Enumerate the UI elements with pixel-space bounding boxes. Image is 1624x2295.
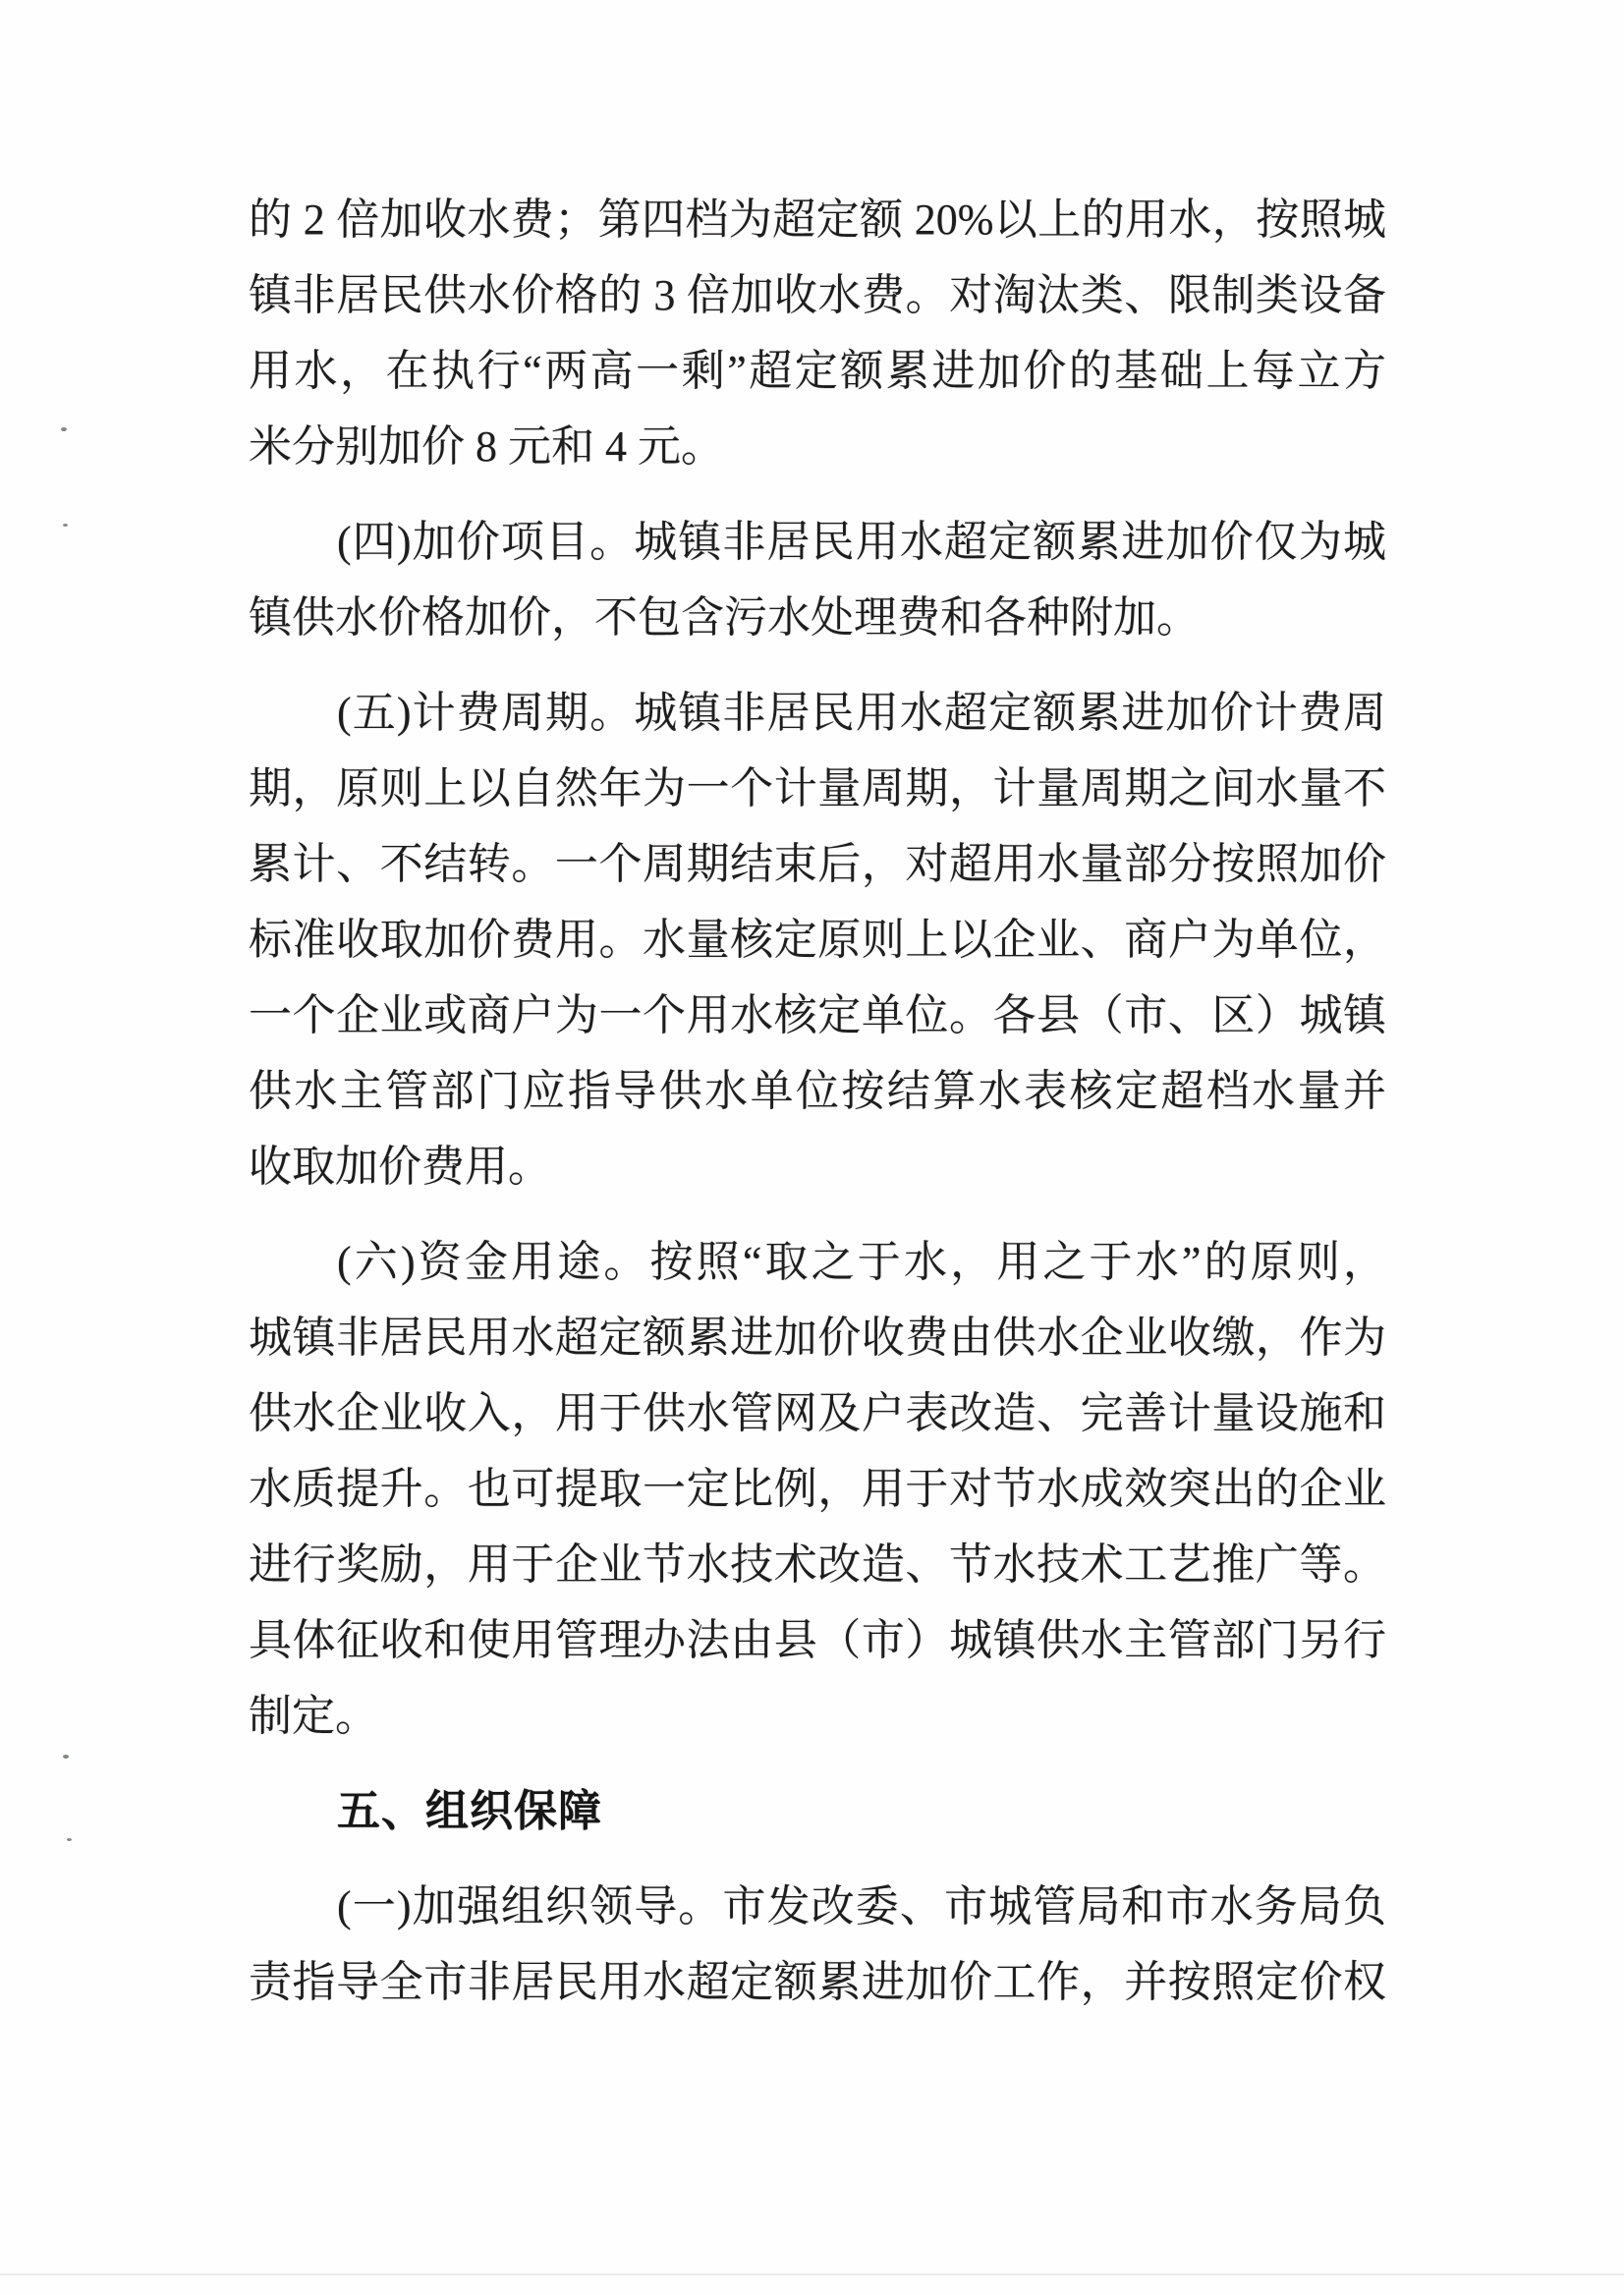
text-line: 用水，在执行“两高一剩”超定额累进加价的基础上每立方 <box>249 347 1386 395</box>
text-line: 制定。 <box>249 1692 378 1740</box>
text-line: 米分别加价 8 元和 4 元。 <box>249 422 724 471</box>
paragraph <box>249 675 1386 1204</box>
text-line: 供水主管部门应指导供水单位按结算水表核定超档水量并 <box>249 1067 1386 1115</box>
text-line: 责指导全市非居民用水超定额累进加价工作，并按照定价权 <box>249 1958 1386 2006</box>
text-line: 的 2 倍加收水费；第四档为超定额 20%以上的用水，按照城 <box>249 196 1386 244</box>
document-body <box>249 182 1386 2020</box>
paragraph <box>249 1869 1386 2020</box>
text-line: 进行奖励，用于企业节水技术改造、节水技术工艺推广等。 <box>249 1540 1386 1589</box>
text-line: (一)加强组织领导。市发改委、市城管局和市水务局负 <box>337 1882 1386 1931</box>
scan-speck <box>67 1838 72 1841</box>
text-line: 五、组织保障 <box>337 1787 602 1835</box>
text-line: 期，原则上以自然年为一个计量周期，计量周期之间水量不 <box>249 764 1386 812</box>
text-line: (四)加价项目。城镇非居民用水超定额累进加价仅为城 <box>337 518 1386 566</box>
scan-speck <box>61 427 67 431</box>
text-line: 镇非居民供水价格的 3 倍加收水费。对淘汰类、限制类设备 <box>249 271 1386 319</box>
scan-speck <box>63 1755 69 1759</box>
text-line: 镇供水价格加价，不包含污水处理费和各种附加。 <box>249 593 1200 642</box>
paragraph <box>249 182 1386 484</box>
text-line: (五)计费周期。城镇非居民用水超定额累进加价计费周 <box>337 689 1386 737</box>
text-line: 收取加价费用。 <box>249 1143 551 1191</box>
paragraph <box>249 1224 1386 1754</box>
text-line: 累计、不结转。一个周期结束后，对超用水量部分按照加价 <box>249 840 1386 888</box>
text-line: (六)资金用途。按照“取之于水，用之于水”的原则， <box>337 1238 1386 1286</box>
paragraph <box>249 504 1386 655</box>
text-line: 水质提升。也可提取一定比例，用于对节水成效突出的企业 <box>249 1465 1386 1513</box>
text-line: 一个企业或商户为一个用水核定单位。各县（市、区）城镇 <box>249 991 1386 1039</box>
text-line: 标准收取加价费用。水量核定原则上以企业、商户为单位， <box>249 916 1386 964</box>
text-line: 城镇非居民用水超定额累进加价收费由供水企业收缴，作为 <box>249 1314 1386 1362</box>
text-line: 具体征收和使用管理办法由县（市）城镇供水主管部门另行 <box>249 1616 1386 1664</box>
section-heading <box>249 1773 1386 1849</box>
scan-speck <box>63 524 68 527</box>
page-bottom-scan-edge <box>0 2273 1624 2275</box>
text-line: 供水企业收入，用于供水管网及户表改造、完善计量设施和 <box>249 1389 1386 1437</box>
